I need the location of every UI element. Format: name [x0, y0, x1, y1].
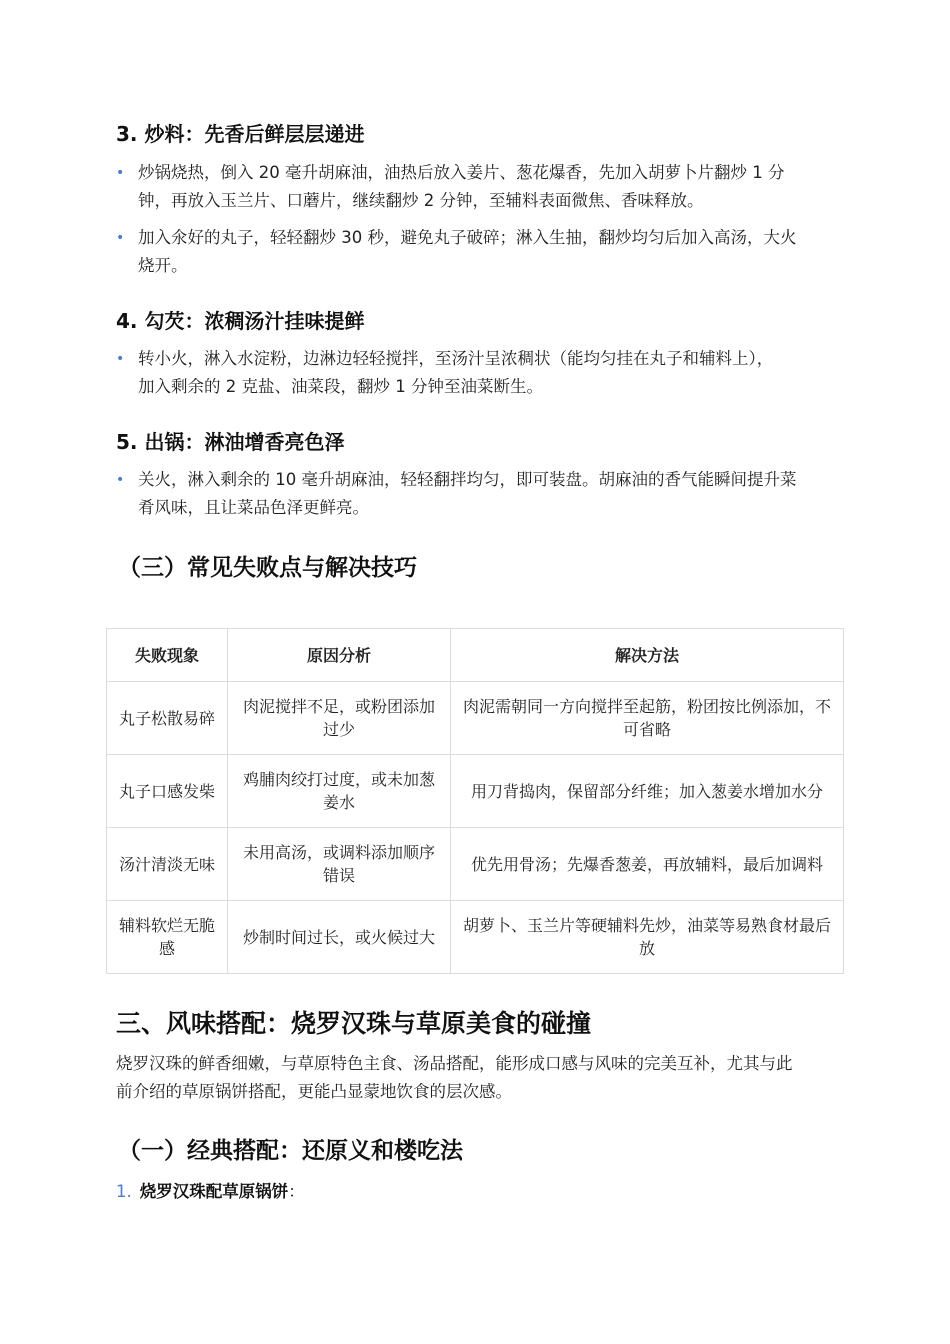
table-cell: 优先用骨汤；先爆香葱姜，再放辅料，最后加调料 [451, 828, 844, 901]
paragraph-line: 烧罗汉珠的鲜香细嫩，与草原特色主食、汤品搭配，能形成口感与风味的完美互补，尤其与此 [116, 1054, 793, 1073]
bullet-text: 加入剩余的 2 克盐、油菜段，翻炒 1 分钟至油菜断生。 [138, 377, 543, 396]
chapter-heading-flavor-pairing: 三、风味搭配：烧罗汉珠与草原美食的碰撞 [116, 1009, 592, 1038]
bullet-dot-icon: • [116, 472, 125, 488]
bullet-text: 肴风味，且让菜品色泽更鲜亮。 [138, 498, 369, 517]
intro-paragraph [116, 1050, 841, 1106]
ordered-list-item [116, 1180, 305, 1204]
list-item [116, 224, 841, 280]
table-cell: 未用高汤，或调料添加顺序错误 [228, 828, 451, 901]
table-cell: 辅料软烂无脆感 [107, 901, 228, 974]
failure-table [106, 628, 844, 974]
table-cell: 肉泥需朝同一方向搅拌至起筋，粉团按比例添加，不可省略 [451, 682, 844, 755]
bullet-text: 转小火，淋入水淀粉，边淋边轻轻搅拌，至汤汁呈浓稠状（能均匀挂在丸子和辅料上）， [138, 349, 774, 368]
bullet-text: 钟，再放入玉兰片、口蘑片，继续翻炒 2 分钟，至辅料表面微焦、香味释放。 [138, 191, 704, 210]
table-cell: 胡萝卜、玉兰片等硬辅料先炒，油菜等易熟食材最后放 [451, 901, 844, 974]
bullet-text: 关火，淋入剩余的 10 毫升胡麻油，轻轻翻拌均匀，即可装盘。胡麻油的香气能瞬间提升菜 [138, 470, 797, 489]
table-row [107, 901, 844, 974]
table-cell: 炒制时间过长，或火候过大 [228, 901, 451, 974]
table-header-row [107, 629, 844, 682]
list-item [116, 466, 841, 522]
paragraph-line: 前介绍的草原锅饼搭配，更能凸显蒙地饮食的层次感。 [116, 1082, 512, 1101]
table-cell: 丸子松散易碎 [107, 682, 228, 755]
bullet-dot-icon: • [116, 230, 125, 246]
bullet-dot-icon: • [116, 165, 125, 181]
table-cell: 肉泥搅拌不足，或粉团添加过少 [228, 682, 451, 755]
table-row [107, 755, 844, 828]
bullet-text: 加入氽好的丸子，轻轻翻炒 30 秒，避免丸子破碎；淋入生抽，翻炒均匀后加入高汤，大火 [138, 228, 797, 247]
table-header-cell: 失败现象 [107, 629, 228, 682]
table-cell: 鸡脯肉绞打过度，或未加葱姜水 [228, 755, 451, 828]
list-number: 1. [116, 1182, 132, 1201]
subheading-common-failures: （三）常见失败点与解决技巧 [118, 555, 417, 581]
table-row [107, 682, 844, 755]
table-header-cell: 解决方法 [451, 629, 844, 682]
table-cell: 用刀背捣肉，保留部分纤维；加入葱姜水增加水分 [451, 755, 844, 828]
list-item [116, 345, 841, 401]
table-row [107, 828, 844, 901]
list-item-title: 烧罗汉珠配草原锅饼 [139, 1182, 289, 1201]
section-heading-4: 4. 勾芡：浓稠汤汁挂味提鲜 [116, 309, 365, 333]
bullet-dot-icon: • [116, 351, 125, 367]
table-cell: 汤汁清淡无味 [107, 828, 228, 901]
bullet-text: 炒锅烧热，倒入 20 毫升胡麻油，油热后放入姜片、葱花爆香，先加入胡萝卜片翻炒 1 分 [138, 163, 785, 182]
section-heading-5: 5. 出锅：淋油增香亮色泽 [116, 430, 345, 454]
list-item [116, 159, 841, 215]
section-heading-3: 3. 炒料：先香后鲜层层递进 [116, 122, 365, 146]
list-item-suffix: ： [288, 1182, 305, 1201]
table-header-cell: 原因分析 [228, 629, 451, 682]
table-cell: 丸子口感发柴 [107, 755, 228, 828]
bullet-text: 烧开。 [138, 256, 188, 275]
subheading-classic-pairing: （一）经典搭配：还原义和楼吃法 [118, 1138, 463, 1164]
